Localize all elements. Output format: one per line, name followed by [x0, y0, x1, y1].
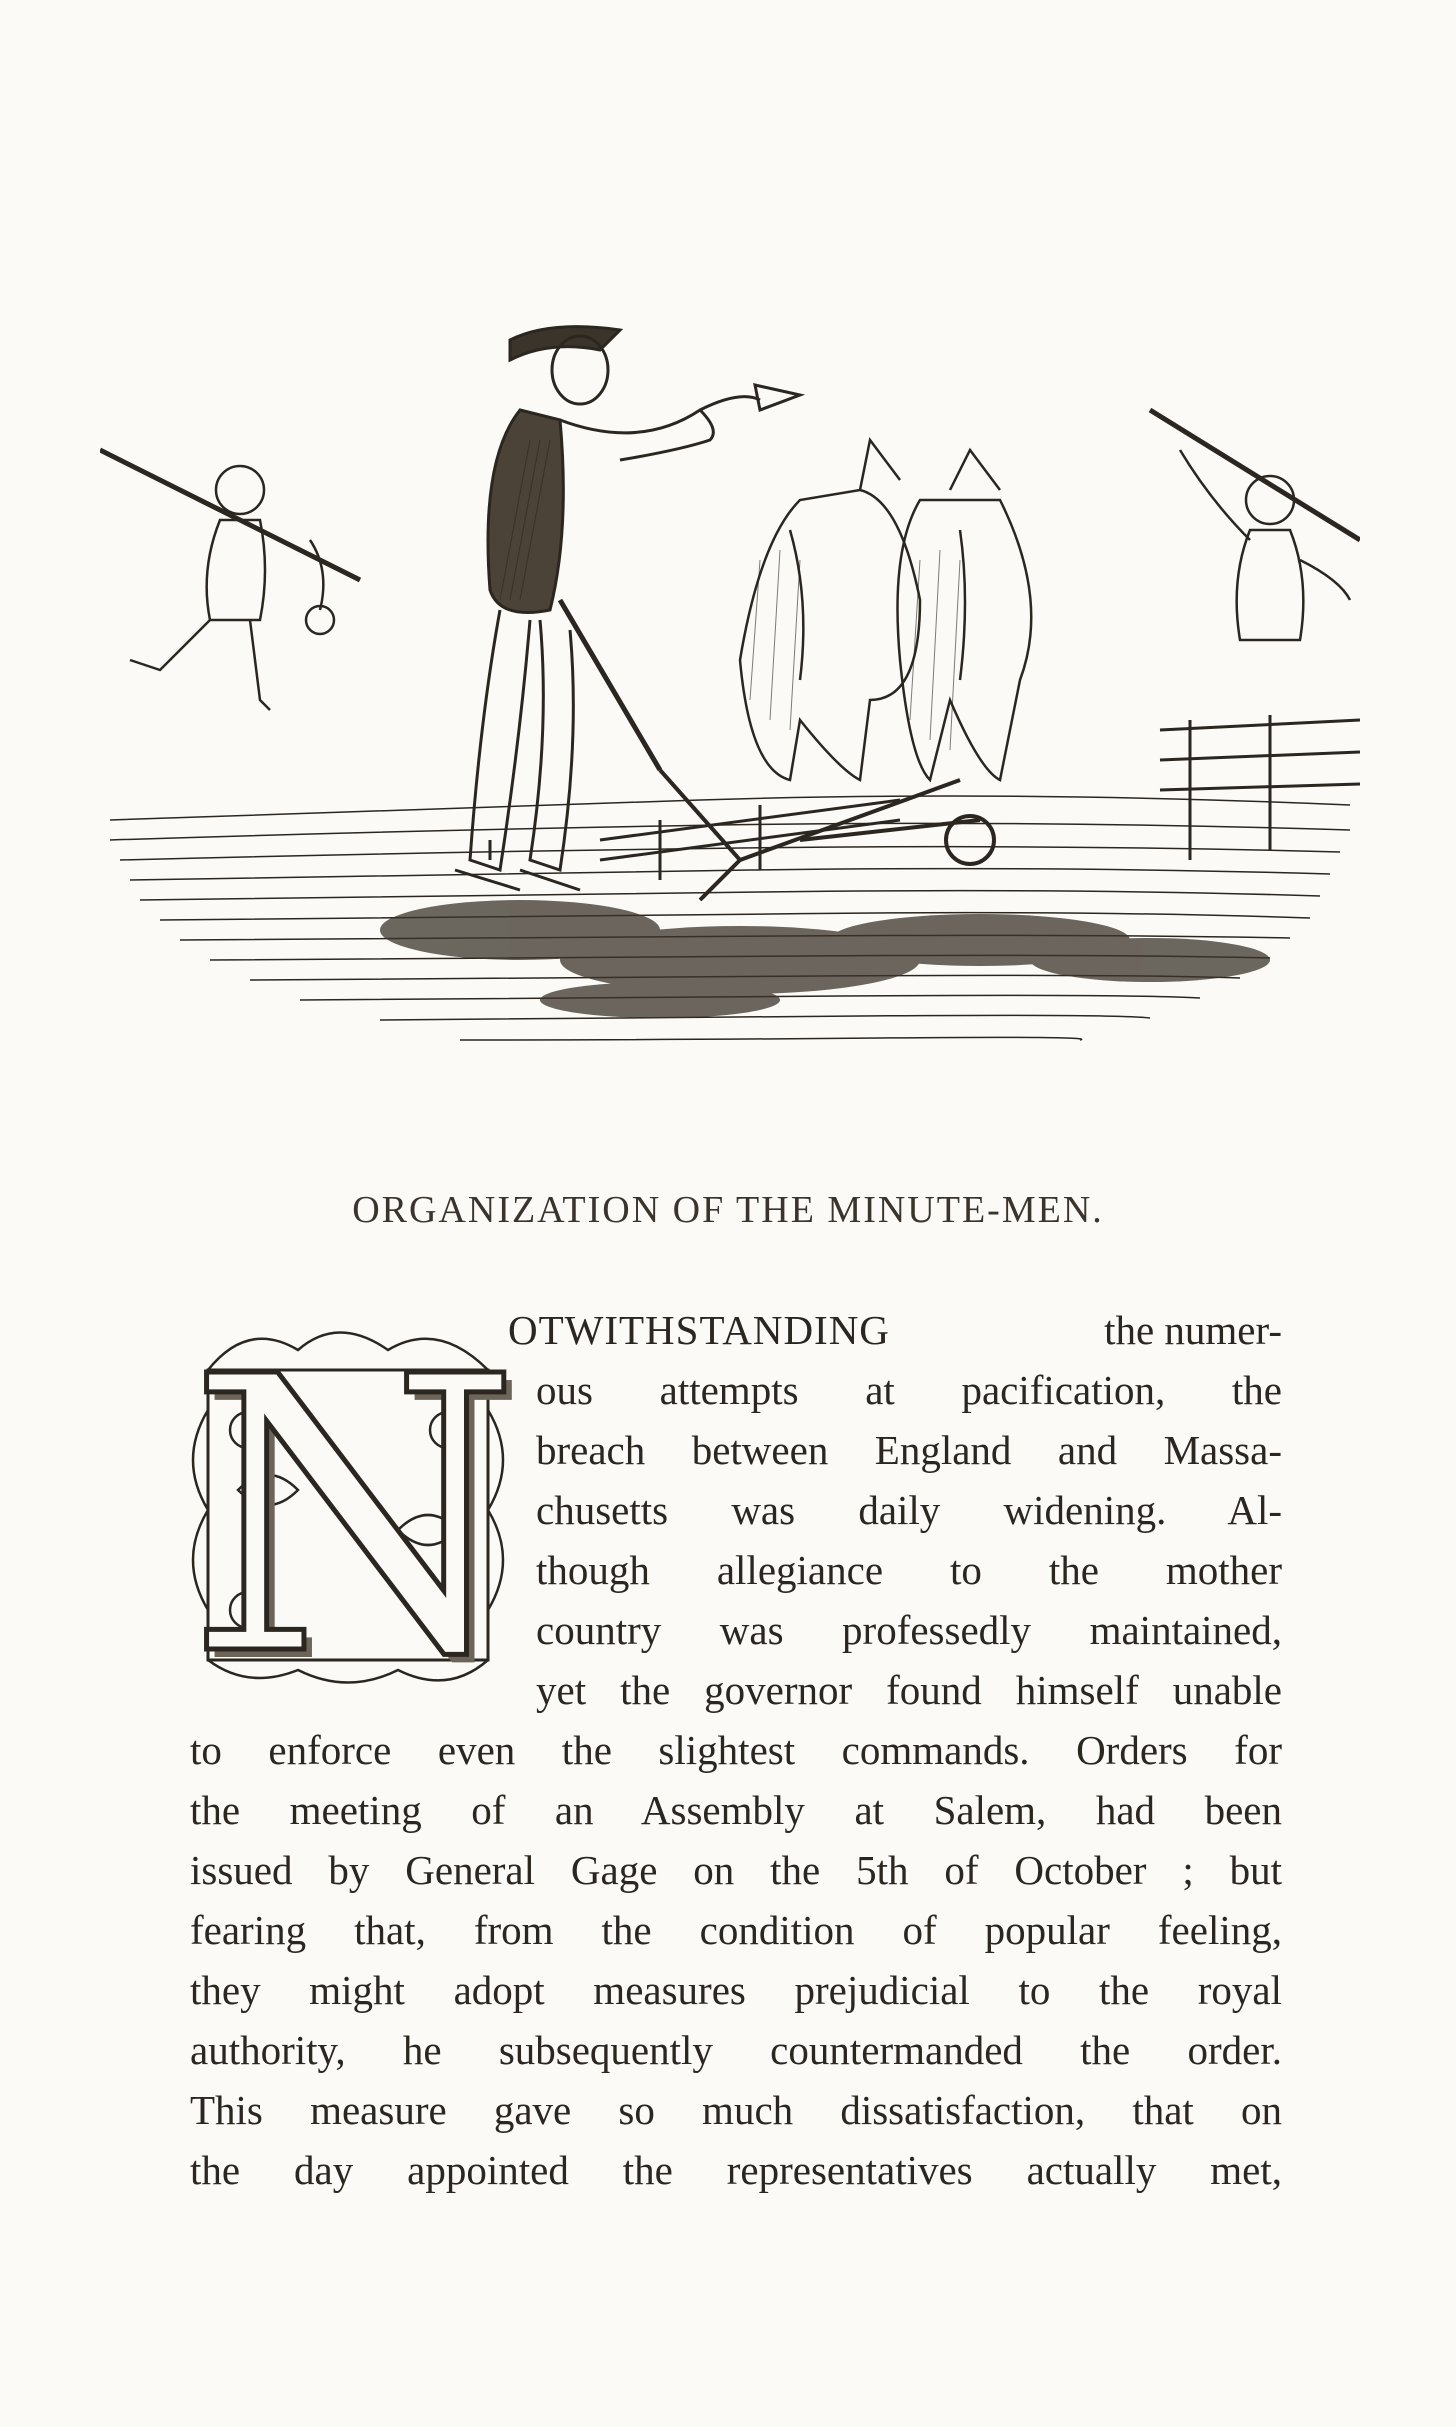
boy-waving-right — [1150, 410, 1360, 640]
text-line-3: breach between England and Massa- — [536, 1427, 1282, 1473]
plough — [660, 770, 994, 900]
text-line-10: issued by General Gage on the 5th of October ; but — [190, 1847, 1282, 1893]
soil-clods — [380, 900, 1270, 1018]
text-line-13: authority, he subsequently countermanded the order. — [190, 2027, 1282, 2073]
drop-cap-ornament — [188, 1296, 521, 1739]
engraving-illustration — [100, 300, 1360, 1090]
text-line-6: country was professedly maintained, — [536, 1607, 1282, 1653]
text-line-2: ous attempts at pacification, the — [536, 1367, 1282, 1413]
text-line-11: fearing that, from the condition of popular feeling, — [190, 1907, 1282, 1953]
farmer-figure — [455, 327, 800, 890]
boy-with-gun-left — [100, 450, 360, 710]
horses — [740, 440, 1031, 780]
text-line-14: This measure gave so much dissatisfaction, that on — [190, 2087, 1282, 2133]
text-line-9: the meeting of an Assembly at Salem, had been — [190, 1787, 1282, 1833]
shading — [500, 440, 960, 750]
text-line-5: though allegiance to the mother — [536, 1547, 1282, 1593]
text-line-4: chusetts was daily widening. Al- — [536, 1487, 1282, 1533]
text-line-7: yet the governor found himself unable — [536, 1667, 1282, 1713]
text-line-12: they might adopt measures prejudicial to the royal — [190, 1967, 1282, 2013]
fence — [490, 715, 1360, 880]
text-line-8: to enforce even the slightest commands. Orders for — [190, 1727, 1282, 1773]
drop-cap-letter: N — [188, 1296, 521, 1739]
first-word-caps: OTWITHSTANDING — [508, 1307, 890, 1353]
text-line-1 — [508, 1300, 1282, 1360]
chapter-title: ORGANIZATION OF THE MINUTE-MEN. — [352, 1189, 1104, 1231]
text-line-15: the day appointed the representatives actually met, — [190, 2147, 1282, 2193]
first-line-rest: the numer- — [1104, 1307, 1282, 1353]
